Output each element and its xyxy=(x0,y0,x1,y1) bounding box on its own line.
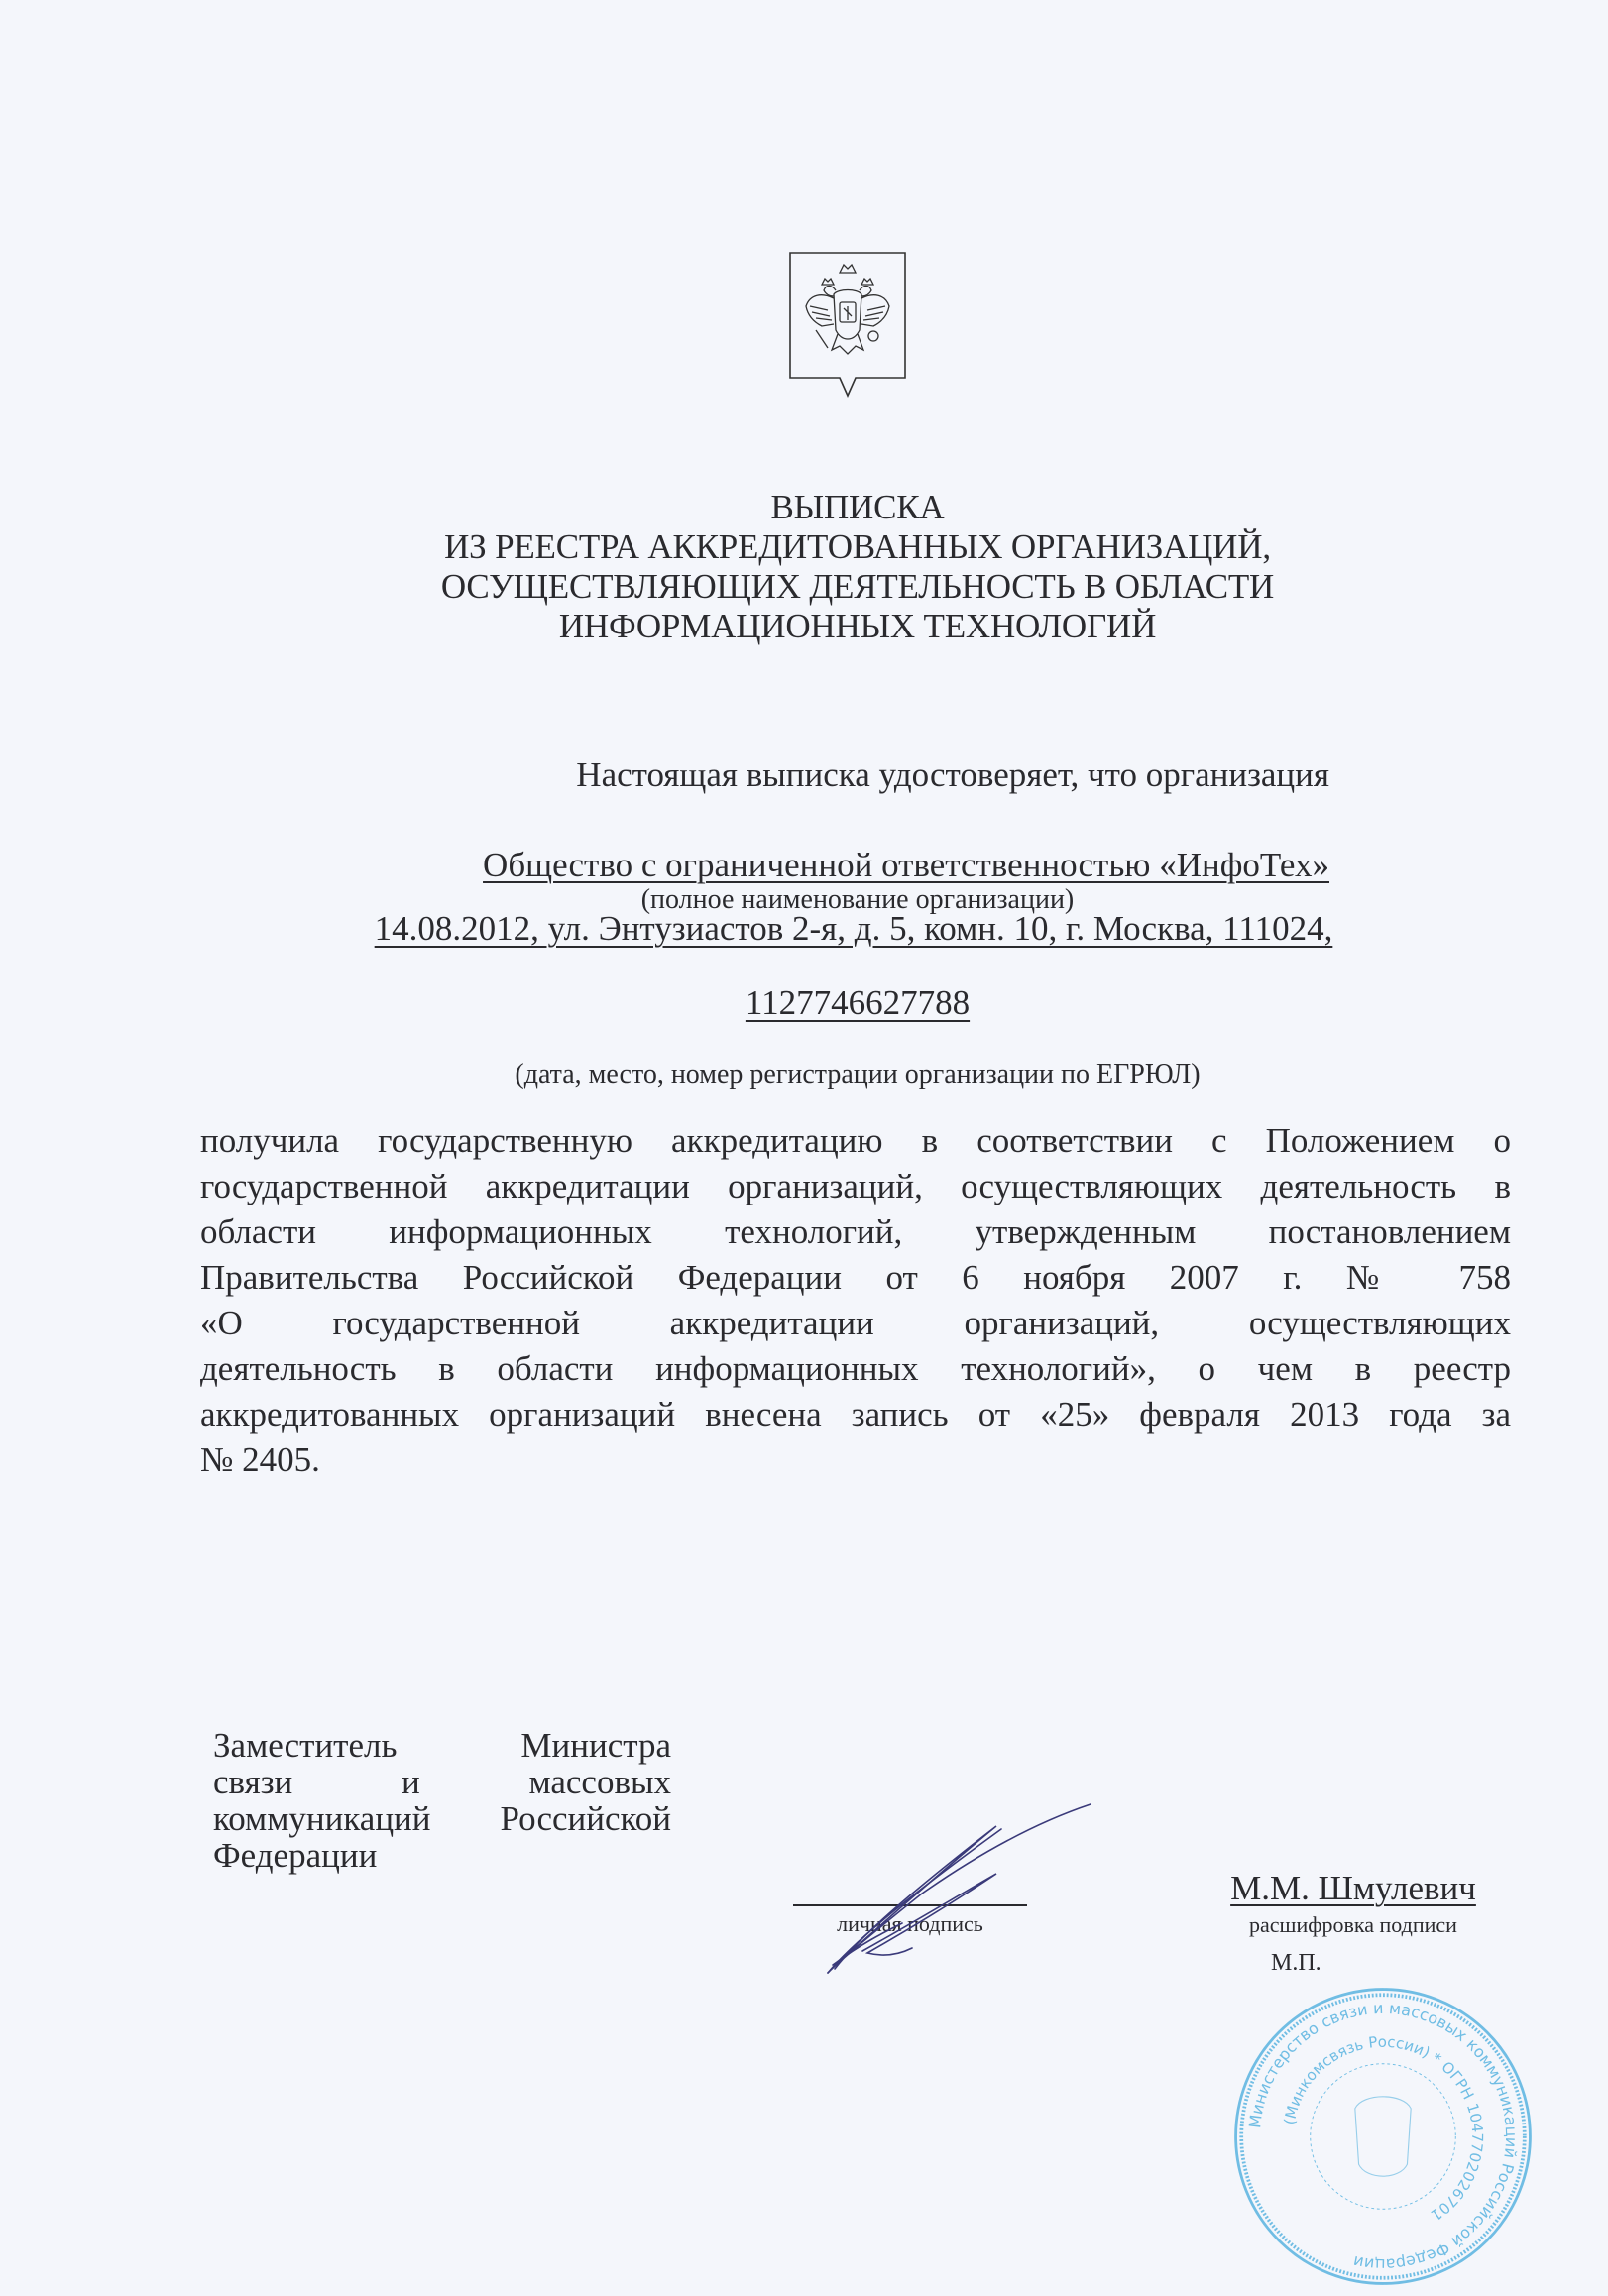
official-stamp xyxy=(1229,1983,1537,2290)
russian-coat-of-arms-icon xyxy=(788,251,907,398)
position-line: Федерации xyxy=(213,1836,378,1875)
registration-address xyxy=(297,909,1410,949)
handwritten-signature xyxy=(793,1784,1100,1993)
title-line: ОСУЩЕСТВЛЯЮЩИХ ДЕЯТЕЛЬНОСТЬ В ОБЛАСТИ xyxy=(440,567,1275,606)
signer-caption: расшифровка подписи xyxy=(1249,1912,1457,1937)
signer-name-value: М.М. Шмулевич xyxy=(1230,1869,1476,1907)
position-word: Российской xyxy=(500,1799,671,1838)
body-line: области информационных технологий, утвержденным постановлением xyxy=(200,1212,1511,1251)
body-line: «О государственной аккредитации организаций, осуществляющих xyxy=(200,1304,1511,1342)
position-word: коммуникаций xyxy=(213,1799,431,1838)
position-line xyxy=(213,1764,671,1800)
seal-place-label: М.П. xyxy=(1271,1950,1321,1976)
body-line: Правительства Российской Федерации от 6 ноября 2007 г. № 758 xyxy=(200,1258,1511,1297)
body-line: № 2405. xyxy=(200,1440,320,1479)
position-word: связи xyxy=(213,1763,293,1801)
title-line: ИНФОРМАЦИОННЫХ ТЕХНОЛОГИЙ xyxy=(558,607,1157,645)
organization-name-caption: (полное наименование организации) xyxy=(640,884,1075,915)
signatory-position xyxy=(213,1727,671,1874)
position-word: Заместитель xyxy=(213,1726,398,1765)
title-line: ВЫПИСКА xyxy=(770,488,945,526)
organization-name-value: Общество с ограниченной ответственностью «ИнфоТех» xyxy=(483,846,1329,884)
stamp-outer-text: Министерство связи и массовых коммуникаций Российской Федерации xyxy=(1245,1998,1522,2275)
body-line: получила государственную аккредитацию в соответствии с Положением о xyxy=(200,1121,1511,1160)
body-line: деятельность в области информационных технологий», о чем в реестр xyxy=(200,1349,1511,1388)
position-line xyxy=(213,1727,671,1764)
body-paragraph xyxy=(200,1118,1511,1483)
registration-address-value: 14.08.2012, ул. Энтузиастов 2-я, д. 5, комн. 10, г. Москва, 111024, xyxy=(374,909,1333,948)
intro-text: Настоящая выписка удостоверяет, что организация xyxy=(576,755,1329,794)
ogrn-value: 1127746627788 xyxy=(745,983,971,1022)
body-line: аккредитованных организаций внесена запись от «25» февраля 2013 года за xyxy=(200,1395,1511,1434)
position-line xyxy=(213,1800,671,1837)
document-title xyxy=(297,488,1418,646)
signature-caption: личная подпись xyxy=(837,1911,983,1936)
title-line: ИЗ РЕЕСТРА АККРЕДИТОВАННЫХ ОРГАНИЗАЦИЙ, xyxy=(444,527,1271,566)
position-word: и xyxy=(401,1763,420,1801)
body-line: государственной аккредитации организаций, осуществляющих деятельность в xyxy=(200,1167,1511,1205)
signer-name xyxy=(1200,1869,1507,1908)
registration-caption: (дата, место, номер регистрации организации по ЕГРЮЛ) xyxy=(515,1059,1201,1090)
position-word: массовых xyxy=(528,1763,671,1801)
organization-name xyxy=(297,846,1329,885)
position-word: Министра xyxy=(520,1726,671,1765)
stamp-inner-text: (Минкомсвязь России) * ОГРН 1047702026701 xyxy=(1280,2032,1487,2225)
ogrn-number xyxy=(297,983,1418,1023)
